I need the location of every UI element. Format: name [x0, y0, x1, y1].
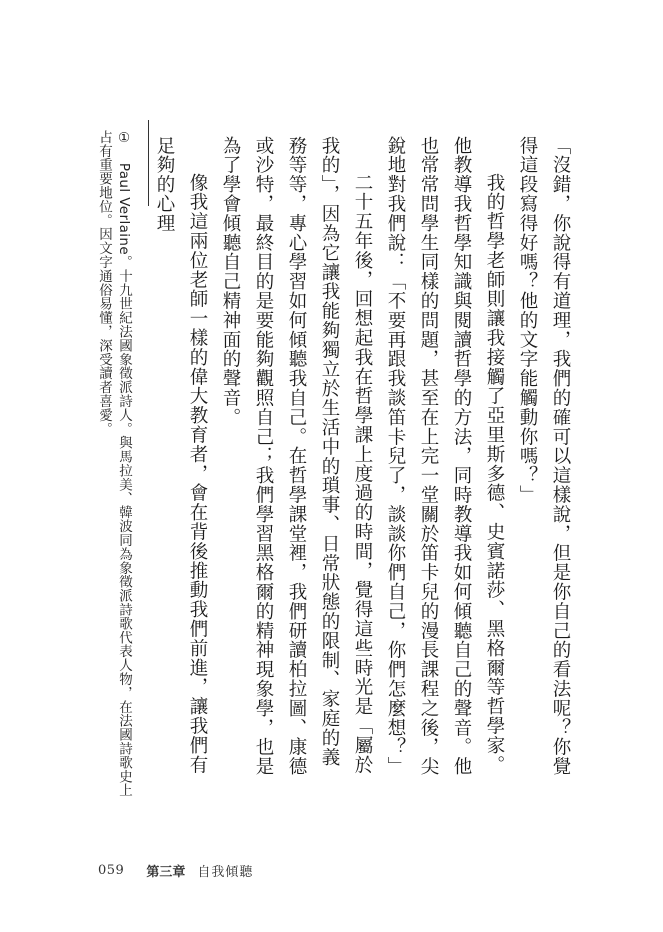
- footnote: [94, 130, 134, 810]
- footnote-separator: [148, 120, 149, 206]
- paragraph-3: 二十五年後，回想起我在哲學課上度過的時間，覺得這些時光是「屬於我的」，因為它讓我能夠獨立於生活中的瑣事、日常狀態的限制、家庭的義務等等，專心學習如何傾聽我自己。在哲學課堂裡，我們研讀柏拉圖、康德或沙特，最終目的是要能夠觀照自己；我們學習黑格爾的精神現象學，也是為了學會傾聽自己精神面的聲音。: [220, 136, 373, 777]
- footnote-text: 。十九世紀法國象徵派詩人。與馬拉美、韓波同為象徵派詩歌代表人物，在法國詩歌史上占有重要地位。因文字通俗易懂，深受讀者喜愛。: [96, 130, 132, 798]
- paragraph-2: 我的哲學老師則讓我接觸了亞里斯多德、史賓諾莎、黑格爾等哲學家。他教導我哲學知識與閱讀哲學的方法，同時教導我如何傾聽自己的聲音。他也常常問學生同樣的問題，甚至在上完一堂關於笛卡兒的漫長課程之後，尖銳地對我們說：「不要再跟我談笛卡兒了，談談你們自己，你們怎麼想？」: [385, 136, 505, 777]
- chapter-title: 自我傾聽: [197, 864, 254, 880]
- footnote-marker: ①: [116, 130, 132, 147]
- footnote-paragraph: [94, 130, 134, 810]
- chapter-label: 第三章: [146, 864, 186, 880]
- footnote-name: Paul Verlaine: [116, 162, 132, 256]
- paragraph-1: 「沒錯，你說得有道理，我們的確可以這樣說，但是你自己的看法呢？你覺得這段寫得好嗎？他的文字能觸動你嗎？」: [517, 136, 571, 777]
- paragraph-4: 像我這兩位老師一樣的偉大教育者，會在背後推動我們前進，讓我們有足夠的心理: [154, 136, 208, 775]
- main-text-block: [148, 136, 577, 784]
- page-number: 059: [98, 862, 125, 878]
- page-footer: [98, 860, 253, 880]
